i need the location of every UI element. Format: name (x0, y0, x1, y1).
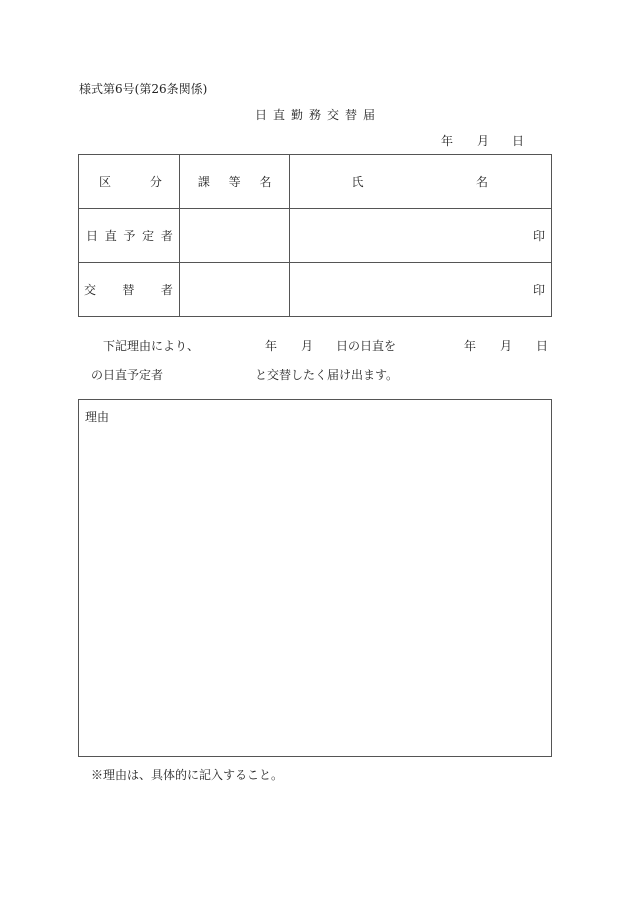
header-category: 区 分 (79, 155, 180, 209)
reason-box[interactable] (78, 399, 552, 757)
date-month-label: 月 (477, 134, 490, 148)
sentence-line2-prefix: の日直予定者 (91, 368, 164, 382)
table-row (79, 209, 552, 263)
sentence-day-2: 日 (536, 339, 549, 353)
seal-mark: 印 (532, 229, 545, 243)
seal-mark: 印 (532, 283, 545, 297)
document-title: 日直勤務交替届 (255, 108, 382, 122)
date-day-label: 日 (512, 134, 525, 148)
table-header-row (79, 155, 552, 209)
scheduled-dept-field[interactable] (179, 209, 289, 263)
reason-label: 理由 (85, 410, 110, 424)
header-department: 課 等 名 (179, 155, 289, 209)
sentence-year-2: 年 (464, 339, 477, 353)
date-year-label: 年 (441, 134, 454, 148)
header-name: 氏 名 (289, 155, 551, 209)
sentence-intro: 下記理由により、 (103, 339, 200, 353)
sentence-line2-suffix: と交替したく届け出ます。 (255, 368, 399, 382)
scheduled-name-field[interactable] (289, 209, 551, 263)
duty-swap-table (78, 154, 552, 317)
row-label-substitute: 交 替 者 (79, 263, 180, 317)
form-number-label: 様式第6号(第26条関係) (79, 82, 208, 96)
sentence-month-1: 月 (301, 339, 314, 353)
sentence-year-1: 年 (265, 339, 278, 353)
substitute-dept-field[interactable] (179, 263, 289, 317)
footnote: ※理由は、具体的に記入すること。 (91, 768, 284, 782)
sentence-month-2: 月 (500, 339, 513, 353)
sentence-day-1: 日の日直を (336, 339, 397, 353)
table-row (79, 263, 552, 317)
substitute-name-field[interactable] (289, 263, 551, 317)
row-label-scheduled-person: 日 直 予 定 者 (79, 209, 180, 263)
